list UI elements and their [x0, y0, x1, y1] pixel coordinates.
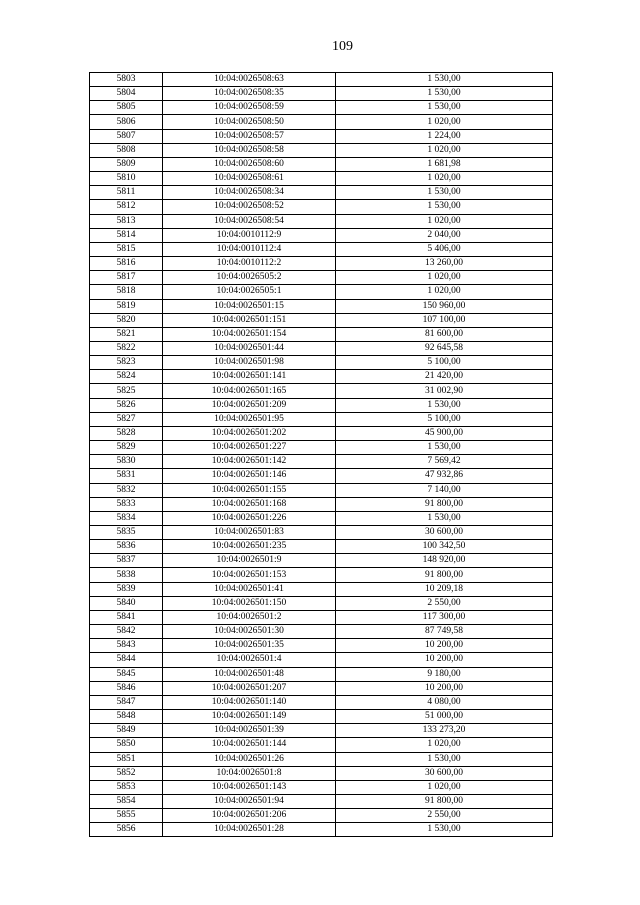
row-number-cell: 5856 — [90, 823, 163, 837]
row-number-cell: 5820 — [90, 313, 163, 327]
cadastral-number-cell: 10:04:0026501:202 — [163, 426, 336, 440]
amount-cell: 87 749,58 — [336, 625, 553, 639]
row-number-cell: 5806 — [90, 115, 163, 129]
table-row — [90, 667, 553, 681]
cadastral-number-cell: 10:04:0026501:26 — [163, 752, 336, 766]
amount-cell: 1 020,00 — [336, 115, 553, 129]
table-row — [90, 780, 553, 794]
table-row — [90, 143, 553, 157]
cadastral-number-cell: 10:04:0026508:34 — [163, 186, 336, 200]
cadastral-number-cell: 10:04:0026508:57 — [163, 129, 336, 143]
row-number-cell: 5840 — [90, 596, 163, 610]
row-number-cell: 5832 — [90, 483, 163, 497]
amount-cell: 10 200,00 — [336, 639, 553, 653]
amount-cell: 91 800,00 — [336, 497, 553, 511]
row-number-cell: 5815 — [90, 242, 163, 256]
cadastral-number-cell: 10:04:0026501:207 — [163, 681, 336, 695]
amount-cell: 2 550,00 — [336, 809, 553, 823]
amount-cell: 1 681,98 — [336, 157, 553, 171]
table-row — [90, 469, 553, 483]
amount-cell: 21 420,00 — [336, 370, 553, 384]
amount-cell: 1 020,00 — [336, 172, 553, 186]
table-row — [90, 710, 553, 724]
row-number-cell: 5823 — [90, 356, 163, 370]
amount-cell: 4 080,00 — [336, 695, 553, 709]
table-row — [90, 724, 553, 738]
cadastral-number-cell: 10:04:0026501:150 — [163, 596, 336, 610]
cadastral-number-cell: 10:04:0026501:146 — [163, 469, 336, 483]
cadastral-number-cell: 10:04:0026501:151 — [163, 313, 336, 327]
row-number-cell: 5834 — [90, 511, 163, 525]
amount-cell: 1 530,00 — [336, 441, 553, 455]
table-row — [90, 610, 553, 624]
row-number-cell: 5807 — [90, 129, 163, 143]
row-number-cell: 5849 — [90, 724, 163, 738]
cadastral-number-cell: 10:04:0026501:8 — [163, 766, 336, 780]
row-number-cell: 5846 — [90, 681, 163, 695]
cadastral-number-cell: 10:04:0026508:59 — [163, 101, 336, 115]
row-number-cell: 5828 — [90, 426, 163, 440]
amount-cell: 47 932,86 — [336, 469, 553, 483]
row-number-cell: 5826 — [90, 398, 163, 412]
row-number-cell: 5813 — [90, 214, 163, 228]
table-row — [90, 172, 553, 186]
amount-cell: 91 800,00 — [336, 794, 553, 808]
cadastral-number-cell: 10:04:0026501:28 — [163, 823, 336, 837]
table-row — [90, 285, 553, 299]
row-number-cell: 5843 — [90, 639, 163, 653]
cadastral-number-cell: 10:04:0026508:61 — [163, 172, 336, 186]
table-row — [90, 228, 553, 242]
cadastral-number-cell: 10:04:0026501:154 — [163, 327, 336, 341]
cadastral-number-cell: 10:04:0026501:95 — [163, 412, 336, 426]
cadastral-number-cell: 10:04:0026501:142 — [163, 455, 336, 469]
row-number-cell: 5804 — [90, 87, 163, 101]
table-row — [90, 115, 553, 129]
cadastral-number-cell: 10:04:0026501:235 — [163, 540, 336, 554]
table-row — [90, 186, 553, 200]
table-row — [90, 412, 553, 426]
cadastral-number-cell: 10:04:0026501:149 — [163, 710, 336, 724]
table-row — [90, 426, 553, 440]
table-row — [90, 313, 553, 327]
amount-cell: 1 530,00 — [336, 398, 553, 412]
amount-cell: 13 260,00 — [336, 257, 553, 271]
cadastral-number-cell: 10:04:0026508:60 — [163, 157, 336, 171]
table-row — [90, 299, 553, 313]
amount-cell: 1 020,00 — [336, 780, 553, 794]
table-row — [90, 384, 553, 398]
cadastral-number-cell: 10:04:0026501:41 — [163, 582, 336, 596]
row-number-cell: 5845 — [90, 667, 163, 681]
amount-cell: 51 000,00 — [336, 710, 553, 724]
row-number-cell: 5842 — [90, 625, 163, 639]
table-body — [90, 73, 553, 837]
row-number-cell: 5824 — [90, 370, 163, 384]
table-row — [90, 271, 553, 285]
row-number-cell: 5803 — [90, 73, 163, 87]
page-number: 109 — [332, 39, 353, 54]
table-row — [90, 214, 553, 228]
table-row — [90, 823, 553, 837]
cadastral-number-cell: 10:04:0010112:2 — [163, 257, 336, 271]
amount-cell: 1 530,00 — [336, 511, 553, 525]
amount-cell: 1 020,00 — [336, 285, 553, 299]
amount-cell: 1 530,00 — [336, 200, 553, 214]
row-number-cell: 5817 — [90, 271, 163, 285]
cadastral-number-cell: 10:04:0026508:58 — [163, 143, 336, 157]
amount-cell: 10 200,00 — [336, 681, 553, 695]
row-number-cell: 5848 — [90, 710, 163, 724]
row-number-cell: 5854 — [90, 794, 163, 808]
cadastral-number-cell: 10:04:0026501:15 — [163, 299, 336, 313]
cadastral-number-cell: 10:04:0026501:144 — [163, 738, 336, 752]
amount-cell: 5 100,00 — [336, 356, 553, 370]
row-number-cell: 5819 — [90, 299, 163, 313]
cadastral-number-cell: 10:04:0026508:63 — [163, 73, 336, 87]
amount-cell: 148 920,00 — [336, 554, 553, 568]
amount-cell: 91 800,00 — [336, 568, 553, 582]
table-row — [90, 653, 553, 667]
amount-cell: 1 020,00 — [336, 271, 553, 285]
data-table — [89, 72, 553, 837]
cadastral-number-cell: 10:04:0026501:83 — [163, 526, 336, 540]
table-row — [90, 497, 553, 511]
table-row — [90, 540, 553, 554]
table-row — [90, 695, 553, 709]
table-row — [90, 809, 553, 823]
row-number-cell: 5836 — [90, 540, 163, 554]
amount-cell: 133 273,20 — [336, 724, 553, 738]
row-number-cell: 5808 — [90, 143, 163, 157]
cadastral-number-cell: 10:04:0026501:227 — [163, 441, 336, 455]
row-number-cell: 5827 — [90, 412, 163, 426]
table-row — [90, 526, 553, 540]
table-row — [90, 582, 553, 596]
cadastral-number-cell: 10:04:0026501:2 — [163, 610, 336, 624]
cadastral-number-cell: 10:04:0026508:54 — [163, 214, 336, 228]
table-row — [90, 766, 553, 780]
cadastral-number-cell: 10:04:0026501:39 — [163, 724, 336, 738]
amount-cell: 1 530,00 — [336, 823, 553, 837]
row-number-cell: 5844 — [90, 653, 163, 667]
row-number-cell: 5841 — [90, 610, 163, 624]
table-row — [90, 157, 553, 171]
cadastral-number-cell: 10:04:0026501:35 — [163, 639, 336, 653]
amount-cell: 31 002,90 — [336, 384, 553, 398]
cadastral-number-cell: 10:04:0010112:4 — [163, 242, 336, 256]
cadastral-number-cell: 10:04:0026501:165 — [163, 384, 336, 398]
cadastral-number-cell: 10:04:0026501:153 — [163, 568, 336, 582]
cadastral-number-cell: 10:04:0026505:1 — [163, 285, 336, 299]
cadastral-number-cell: 10:04:0026508:52 — [163, 200, 336, 214]
table-row — [90, 257, 553, 271]
table-row — [90, 341, 553, 355]
amount-cell: 92 645,58 — [336, 341, 553, 355]
table-row — [90, 681, 553, 695]
cadastral-number-cell: 10:04:0026501:155 — [163, 483, 336, 497]
cadastral-number-cell: 10:04:0026508:50 — [163, 115, 336, 129]
table-row — [90, 129, 553, 143]
amount-cell: 1 020,00 — [336, 214, 553, 228]
table-row — [90, 73, 553, 87]
row-number-cell: 5837 — [90, 554, 163, 568]
table-row — [90, 327, 553, 341]
amount-cell: 81 600,00 — [336, 327, 553, 341]
table-row — [90, 455, 553, 469]
amount-cell: 107 100,00 — [336, 313, 553, 327]
row-number-cell: 5835 — [90, 526, 163, 540]
amount-cell: 5 406,00 — [336, 242, 553, 256]
cadastral-number-cell: 10:04:0026501:98 — [163, 356, 336, 370]
amount-cell: 100 342,50 — [336, 540, 553, 554]
cadastral-number-cell: 10:04:0026501:48 — [163, 667, 336, 681]
row-number-cell: 5830 — [90, 455, 163, 469]
row-number-cell: 5847 — [90, 695, 163, 709]
row-number-cell: 5853 — [90, 780, 163, 794]
row-number-cell: 5818 — [90, 285, 163, 299]
amount-cell: 30 600,00 — [336, 526, 553, 540]
table-row — [90, 87, 553, 101]
table-row — [90, 625, 553, 639]
row-number-cell: 5805 — [90, 101, 163, 115]
row-number-cell: 5822 — [90, 341, 163, 355]
table-row — [90, 639, 553, 653]
amount-cell: 1 530,00 — [336, 101, 553, 115]
amount-cell: 7 569,42 — [336, 455, 553, 469]
amount-cell: 10 200,00 — [336, 653, 553, 667]
table-row — [90, 101, 553, 115]
amount-cell: 1 224,00 — [336, 129, 553, 143]
table-row — [90, 370, 553, 384]
row-number-cell: 5825 — [90, 384, 163, 398]
table-row — [90, 596, 553, 610]
cadastral-number-cell: 10:04:0026505:2 — [163, 271, 336, 285]
amount-cell: 1 530,00 — [336, 752, 553, 766]
row-number-cell: 5831 — [90, 469, 163, 483]
amount-cell: 2 550,00 — [336, 596, 553, 610]
row-number-cell: 5812 — [90, 200, 163, 214]
row-number-cell: 5833 — [90, 497, 163, 511]
row-number-cell: 5810 — [90, 172, 163, 186]
cadastral-number-cell: 10:04:0026501:168 — [163, 497, 336, 511]
table-row — [90, 200, 553, 214]
cadastral-number-cell: 10:04:0026501:140 — [163, 695, 336, 709]
table-row — [90, 752, 553, 766]
amount-cell: 1 020,00 — [336, 738, 553, 752]
table-row — [90, 554, 553, 568]
cadastral-number-cell: 10:04:0026501:94 — [163, 794, 336, 808]
amount-cell: 7 140,00 — [336, 483, 553, 497]
amount-cell: 1 020,00 — [336, 143, 553, 157]
table-row — [90, 738, 553, 752]
row-number-cell: 5811 — [90, 186, 163, 200]
table-row — [90, 794, 553, 808]
row-number-cell: 5821 — [90, 327, 163, 341]
cadastral-number-cell: 10:04:0026501:206 — [163, 809, 336, 823]
cadastral-number-cell: 10:04:0026501:141 — [163, 370, 336, 384]
row-number-cell: 5839 — [90, 582, 163, 596]
row-number-cell: 5814 — [90, 228, 163, 242]
row-number-cell: 5852 — [90, 766, 163, 780]
table-row — [90, 398, 553, 412]
amount-cell: 117 300,00 — [336, 610, 553, 624]
row-number-cell: 5829 — [90, 441, 163, 455]
table-row — [90, 356, 553, 370]
row-number-cell: 5851 — [90, 752, 163, 766]
cadastral-number-cell: 10:04:0026501:44 — [163, 341, 336, 355]
row-number-cell: 5850 — [90, 738, 163, 752]
amount-cell: 30 600,00 — [336, 766, 553, 780]
cadastral-number-cell: 10:04:0026501:143 — [163, 780, 336, 794]
table-row — [90, 483, 553, 497]
row-number-cell: 5855 — [90, 809, 163, 823]
cadastral-number-cell: 10:04:0026501:209 — [163, 398, 336, 412]
amount-cell: 5 100,00 — [336, 412, 553, 426]
amount-cell: 9 180,00 — [336, 667, 553, 681]
cadastral-number-cell: 10:04:0026501:9 — [163, 554, 336, 568]
amount-cell: 10 209,18 — [336, 582, 553, 596]
amount-cell: 1 530,00 — [336, 87, 553, 101]
amount-cell: 1 530,00 — [336, 186, 553, 200]
amount-cell: 45 900,00 — [336, 426, 553, 440]
amount-cell: 1 530,00 — [336, 73, 553, 87]
cadastral-number-cell: 10:04:0026501:226 — [163, 511, 336, 525]
cadastral-number-cell: 10:04:0026508:35 — [163, 87, 336, 101]
amount-cell: 150 960,00 — [336, 299, 553, 313]
cadastral-number-cell: 10:04:0026501:30 — [163, 625, 336, 639]
cadastral-number-cell: 10:04:0026501:4 — [163, 653, 336, 667]
table-row — [90, 242, 553, 256]
table-row — [90, 511, 553, 525]
row-number-cell: 5809 — [90, 157, 163, 171]
amount-cell: 2 040,00 — [336, 228, 553, 242]
cadastral-number-cell: 10:04:0010112:9 — [163, 228, 336, 242]
table-row — [90, 441, 553, 455]
table-row — [90, 568, 553, 582]
row-number-cell: 5838 — [90, 568, 163, 582]
row-number-cell: 5816 — [90, 257, 163, 271]
